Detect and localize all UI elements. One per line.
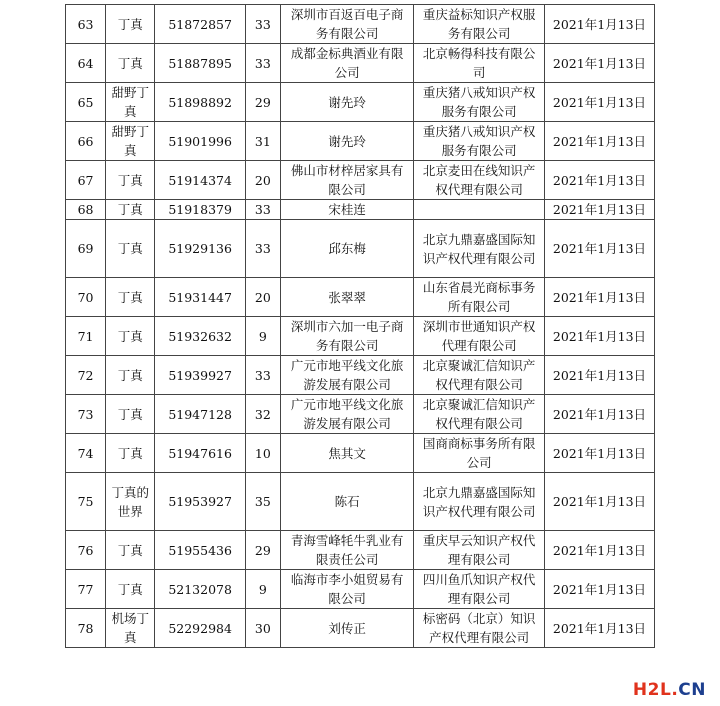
- cell-date: 2021年1月13日: [544, 278, 654, 317]
- cell-agent: 重庆猪八戒知识产权服务有限公司: [414, 122, 545, 161]
- table-row: [66, 609, 655, 648]
- cell-applicant: 广元市地平线文化旅游发展有限公司: [280, 356, 414, 395]
- cell-trademark: 丁真: [106, 317, 155, 356]
- cell-registration-number: 51955436: [155, 531, 245, 570]
- cell-trademark: 丁真的世界: [106, 473, 155, 531]
- table-row: [66, 220, 655, 278]
- cell-class: 33: [245, 220, 280, 278]
- cell-date: 2021年1月13日: [544, 5, 654, 44]
- watermark-part: H2L: [632, 680, 672, 700]
- cell-applicant: 焦其文: [280, 434, 414, 473]
- cell-number: 71: [66, 317, 106, 356]
- cell-date: 2021年1月13日: [544, 220, 654, 278]
- cell-date: 2021年1月13日: [544, 434, 654, 473]
- cell-number: 64: [66, 44, 106, 83]
- cell-trademark: 丁真: [106, 531, 155, 570]
- cell-date: 2021年1月13日: [544, 122, 654, 161]
- cell-registration-number: 51932632: [155, 317, 245, 356]
- cell-number: 63: [66, 5, 106, 44]
- cell-trademark: 丁真: [106, 161, 155, 200]
- cell-date: 2021年1月13日: [544, 44, 654, 83]
- cell-class: 29: [245, 531, 280, 570]
- cell-registration-number: 51953927: [155, 473, 245, 531]
- cell-trademark: 丁真: [106, 395, 155, 434]
- cell-number: 74: [66, 434, 106, 473]
- cell-registration-number: 51898892: [155, 83, 245, 122]
- cell-number: 65: [66, 83, 106, 122]
- cell-agent: 北京聚诚汇信知识产权代理有限公司: [414, 395, 545, 434]
- cell-class: 33: [245, 44, 280, 83]
- cell-applicant: 谢先玲: [280, 83, 414, 122]
- cell-number: 66: [66, 122, 106, 161]
- cell-applicant: 谢先玲: [280, 122, 414, 161]
- cell-number: 68: [66, 200, 106, 220]
- cell-agent: 北京九鼎嘉盛国际知识产权代理有限公司: [414, 473, 545, 531]
- cell-date: 2021年1月13日: [544, 200, 654, 220]
- cell-date: 2021年1月13日: [544, 317, 654, 356]
- cell-number: 77: [66, 570, 106, 609]
- cell-number: 69: [66, 220, 106, 278]
- cell-agent: 深圳市世通知识产权代理有限公司: [414, 317, 545, 356]
- cell-date: 2021年1月13日: [544, 395, 654, 434]
- cell-number: 70: [66, 278, 106, 317]
- table-row: [66, 570, 655, 609]
- cell-registration-number: 51872857: [155, 5, 245, 44]
- table-row: [66, 317, 655, 356]
- cell-trademark: 丁真: [106, 278, 155, 317]
- cell-agent: 四川鱼爪知识产权代理有限公司: [414, 570, 545, 609]
- cell-registration-number: 52292984: [155, 609, 245, 648]
- cell-trademark: 丁真: [106, 5, 155, 44]
- cell-applicant: 深圳市百返百电子商务有限公司: [280, 5, 414, 44]
- cell-class: 31: [245, 122, 280, 161]
- cell-applicant: 临海市李小姐贸易有限公司: [280, 570, 414, 609]
- cell-agent: 北京聚诚汇信知识产权代理有限公司: [414, 356, 545, 395]
- table-row: [66, 434, 655, 473]
- cell-applicant: 陈石: [280, 473, 414, 531]
- watermark-logo: [633, 680, 706, 700]
- cell-applicant: 成都金标典酒业有限公司: [280, 44, 414, 83]
- cell-trademark: 甜野丁真: [106, 122, 155, 161]
- cell-trademark: 丁真: [106, 356, 155, 395]
- watermark-dot: .: [671, 680, 679, 700]
- table-row: [66, 531, 655, 570]
- cell-agent: [414, 200, 545, 220]
- cell-date: 2021年1月13日: [544, 531, 654, 570]
- cell-number: 75: [66, 473, 106, 531]
- cell-agent: 重庆益标知识产权服务有限公司: [414, 5, 545, 44]
- table-row: [66, 161, 655, 200]
- cell-number: 78: [66, 609, 106, 648]
- cell-date: 2021年1月13日: [544, 83, 654, 122]
- cell-registration-number: 52132078: [155, 570, 245, 609]
- cell-applicant: 青海雪峰牦牛乳业有限责任公司: [280, 531, 414, 570]
- cell-class: 33: [245, 356, 280, 395]
- cell-registration-number: 51947128: [155, 395, 245, 434]
- table-row: [66, 278, 655, 317]
- cell-applicant: 张翠翠: [280, 278, 414, 317]
- table-row: [66, 200, 655, 220]
- table-row: [66, 473, 655, 531]
- cell-applicant: 深圳市六加一电子商务有限公司: [280, 317, 414, 356]
- cell-class: 9: [245, 570, 280, 609]
- cell-registration-number: 51914374: [155, 161, 245, 200]
- cell-date: 2021年1月13日: [544, 356, 654, 395]
- cell-class: 20: [245, 161, 280, 200]
- cell-registration-number: 51931447: [155, 278, 245, 317]
- cell-agent: 北京畅得科技有限公司: [414, 44, 545, 83]
- table-row: [66, 5, 655, 44]
- cell-agent: 北京麦田在线知识产权代理有限公司: [414, 161, 545, 200]
- cell-trademark: 丁真: [106, 44, 155, 83]
- cell-applicant: 广元市地平线文化旅游发展有限公司: [280, 395, 414, 434]
- table-row: [66, 122, 655, 161]
- watermark-part: CN: [678, 680, 706, 700]
- cell-agent: 标密码（北京）知识产权代理有限公司: [414, 609, 545, 648]
- cell-date: 2021年1月13日: [544, 473, 654, 531]
- cell-number: 76: [66, 531, 106, 570]
- cell-class: 10: [245, 434, 280, 473]
- cell-class: 32: [245, 395, 280, 434]
- cell-date: 2021年1月13日: [544, 570, 654, 609]
- cell-trademark: 甜野丁真: [106, 83, 155, 122]
- cell-number: 72: [66, 356, 106, 395]
- cell-class: 20: [245, 278, 280, 317]
- cell-registration-number: 51887895: [155, 44, 245, 83]
- cell-agent: 国商商标事务所有限公司: [414, 434, 545, 473]
- cell-class: 9: [245, 317, 280, 356]
- cell-registration-number: 51939927: [155, 356, 245, 395]
- cell-number: 67: [66, 161, 106, 200]
- cell-applicant: 邱东梅: [280, 220, 414, 278]
- cell-trademark: 丁真: [106, 200, 155, 220]
- cell-applicant: 佛山市材梓居家具有限公司: [280, 161, 414, 200]
- cell-trademark: 丁真: [106, 570, 155, 609]
- trademark-table-body: [66, 5, 655, 648]
- cell-class: 35: [245, 473, 280, 531]
- table-row: [66, 356, 655, 395]
- cell-agent: 山东省晨光商标事务所有限公司: [414, 278, 545, 317]
- cell-agent: 北京九鼎嘉盛国际知识产权代理有限公司: [414, 220, 545, 278]
- cell-registration-number: 51901996: [155, 122, 245, 161]
- cell-trademark: 机场丁真: [106, 609, 155, 648]
- cell-class: 33: [245, 5, 280, 44]
- cell-registration-number: 51947616: [155, 434, 245, 473]
- cell-class: 29: [245, 83, 280, 122]
- cell-date: 2021年1月13日: [544, 609, 654, 648]
- cell-date: 2021年1月13日: [544, 161, 654, 200]
- cell-registration-number: 51929136: [155, 220, 245, 278]
- cell-number: 73: [66, 395, 106, 434]
- table-row: [66, 44, 655, 83]
- cell-class: 33: [245, 200, 280, 220]
- cell-registration-number: 51918379: [155, 200, 245, 220]
- table-row: [66, 83, 655, 122]
- cell-class: 30: [245, 609, 280, 648]
- cell-agent: 重庆猪八戒知识产权服务有限公司: [414, 83, 545, 122]
- cell-trademark: 丁真: [106, 434, 155, 473]
- trademark-table: [65, 4, 655, 648]
- cell-trademark: 丁真: [106, 220, 155, 278]
- cell-applicant: 刘传正: [280, 609, 414, 648]
- cell-applicant: 宋桂连: [280, 200, 414, 220]
- cell-agent: 重庆早云知识产权代理有限公司: [414, 531, 545, 570]
- table-row: [66, 395, 655, 434]
